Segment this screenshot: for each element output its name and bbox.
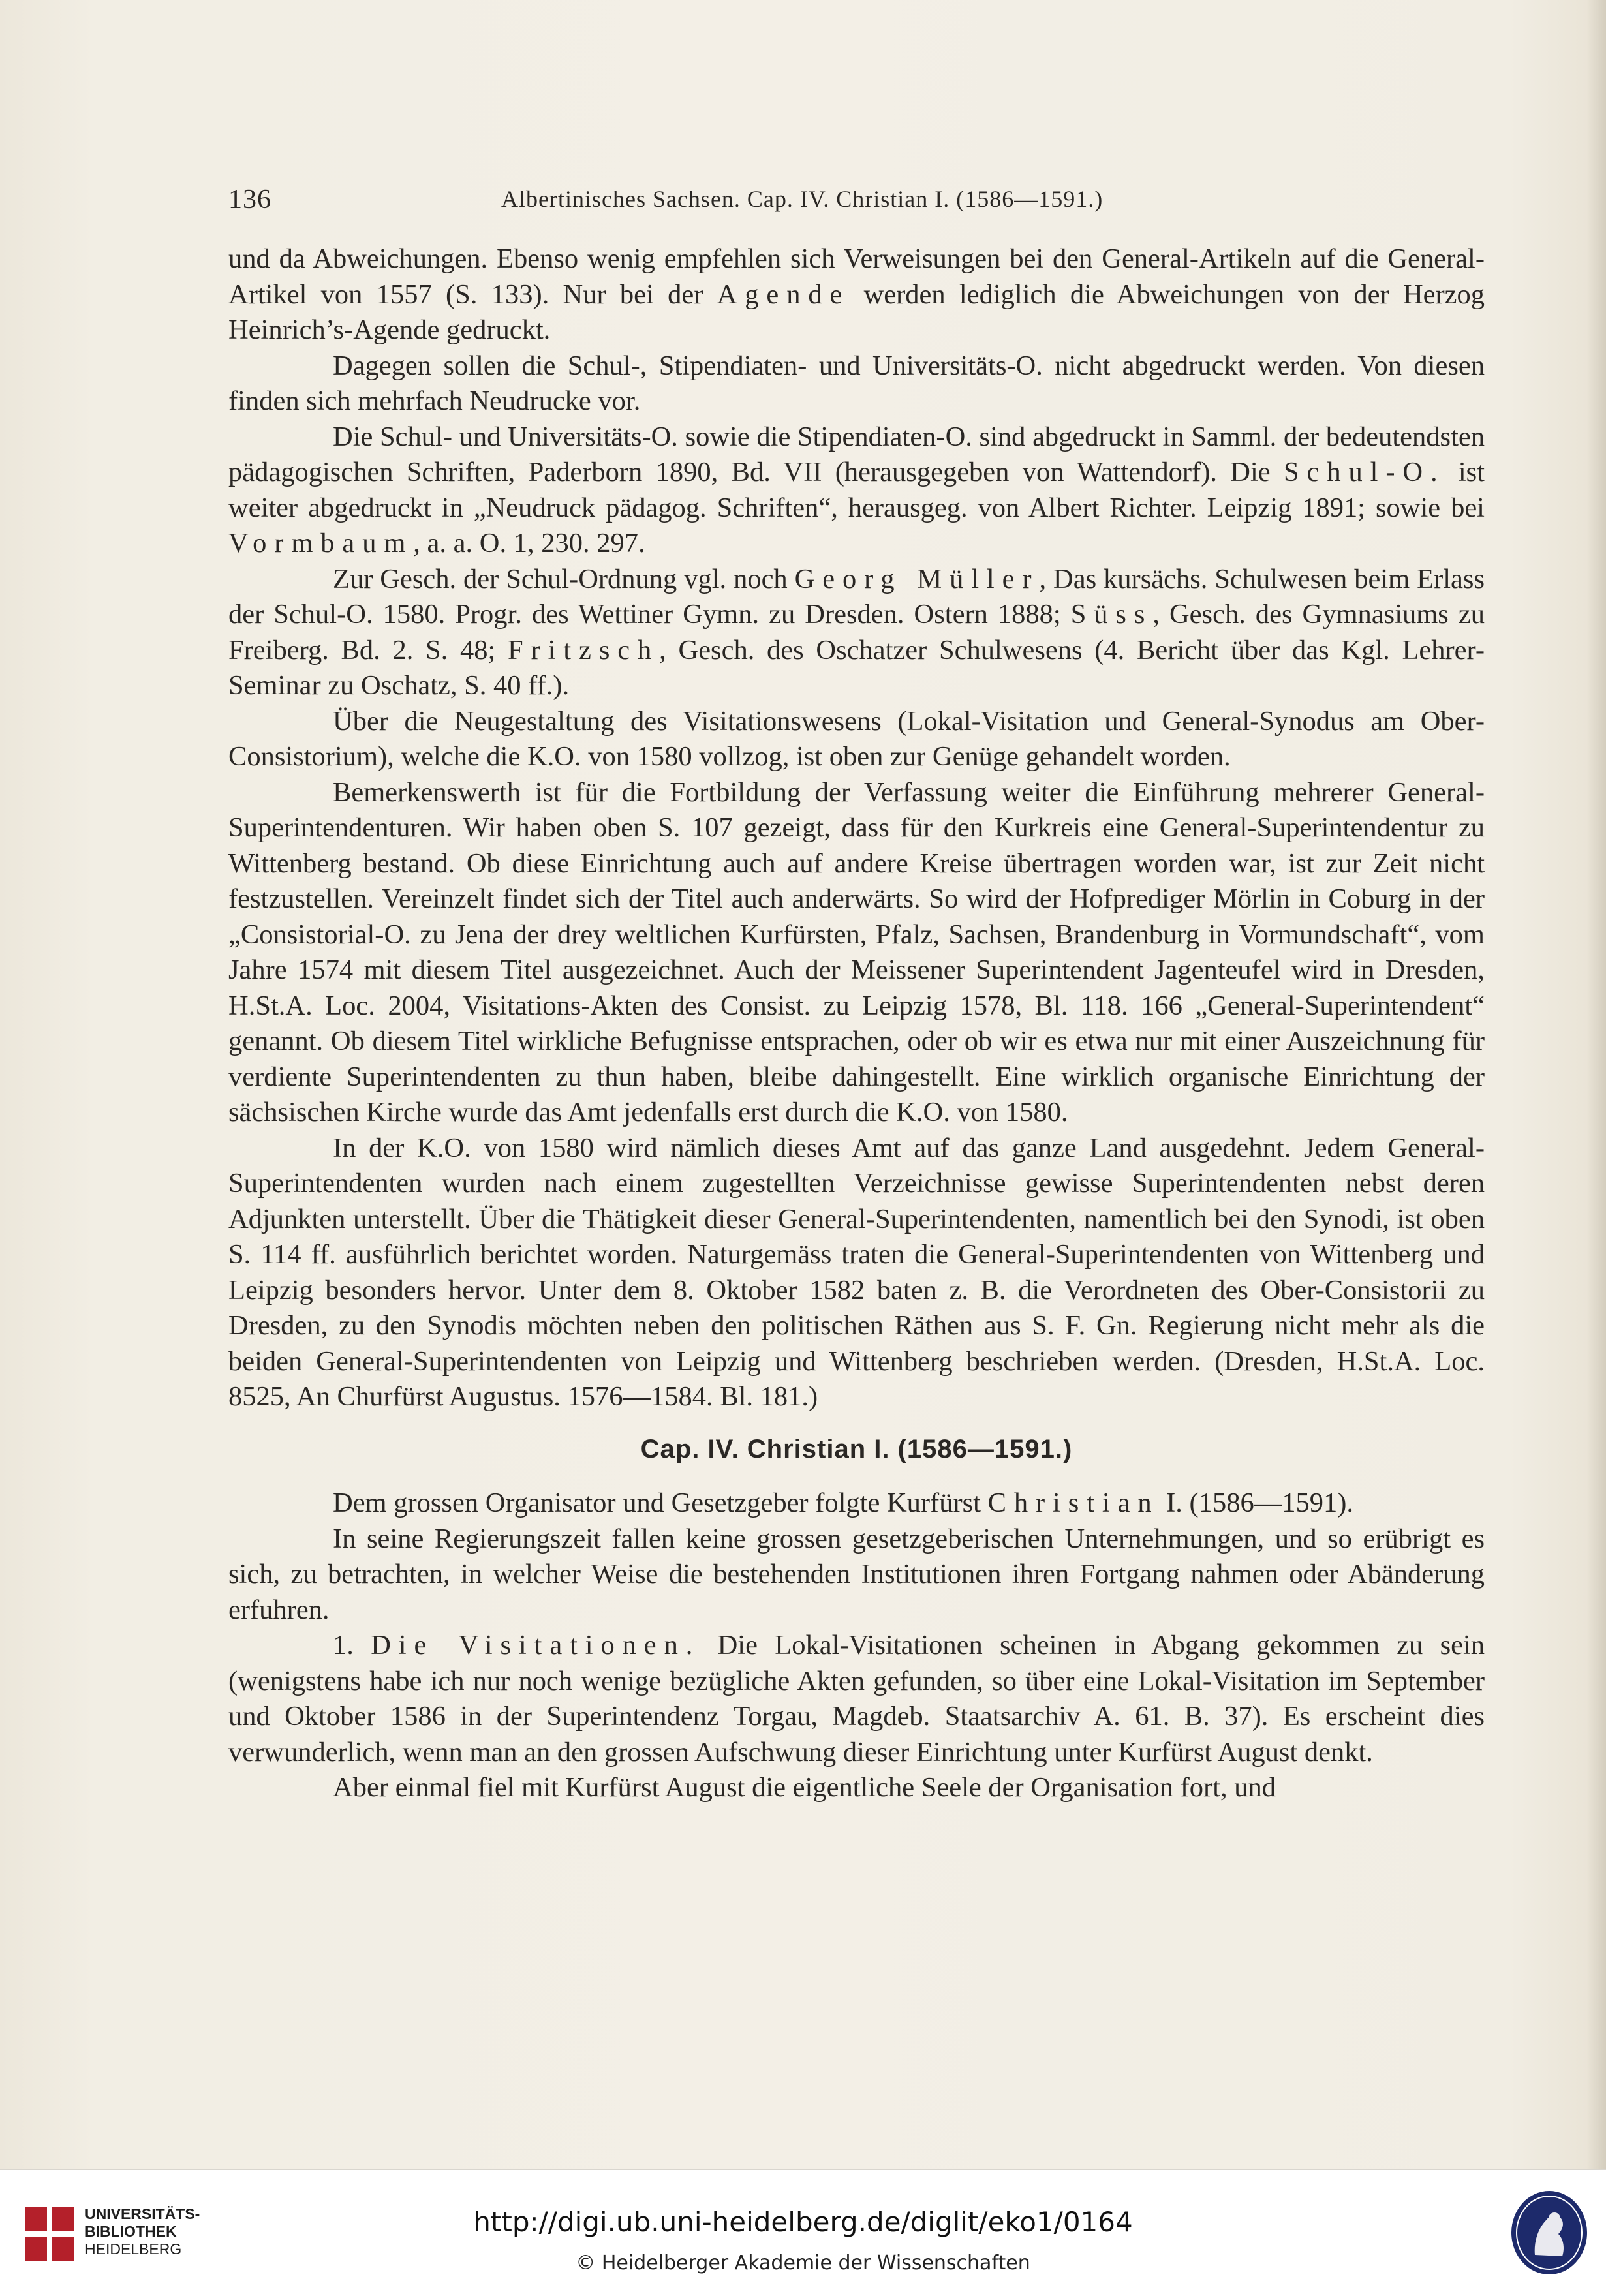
paragraph: In der K.O. von 1580 wird nämlich dieses Amt auf das ganze Land ausgedehnt. Jedem General-Superintendenten wurden nach einem zugestellten Verzeichnisse gewisse Superintendenten nebst deren Adjunkten unterstellt. Über die Thätigkeit dieser General-Superintendenten, namentlich bei den Synodi, ist oben S. 114 ff. ausführlich berichtet worden. Naturgemäss traten die General-Superintendenten von Wittenberg und Leipzig besonders hervor. Unter dem 8. Oktober 1582 baten z. B. die Verordneten des Ober-Consistorii zu Dresden, zu den Synodis möchten neben den politischen Räthen aus S. F. Gn. Regierung nicht mehr als die beiden General-Superintendenten von Leipzig und Wittenberg beschrieben werden. (Dresden, H.St.A. Loc. 8525, An Churfürst Augustus. 1576—1584. Bl. 181.) — [228, 1132, 1485, 1412]
paragraph: Zur Gesch. der Schul-Ordnung vgl. noch Georg Müller, Das kursächs. Schulwesen beim Erlass der Schul-O. 1580. Progr. des Wettiner Gymn. zu Dresden. Ostern 1888; Süss, Gesch. des Gymnasiums zu Freiberg. Bd. 2. S. 48; Fritzsch, Gesch. des Oschatzer Schulwesens (4. Bericht über das Kgl. Lehrer-Seminar zu Oschatz, S. 40 ff.). — [228, 563, 1485, 701]
paragraph: In seine Regierungszeit fallen keine grossen gesetzgeberischen Unternehmungen, und so erübrigt es sich, zu betrachten, in welcher Weise die bestehenden Institutionen ihren Fortgang nahmen oder Abänderung erfuhren. — [228, 1523, 1485, 1625]
footer-bar — [0, 2169, 1606, 2296]
chapter-heading: Cap. IV. Christian I. (1586—1591.) — [640, 1434, 1073, 1463]
academy-seal-icon — [1509, 2188, 1590, 2277]
permalink-url[interactable]: http://digi.ub.uni-heidelberg.de/diglit/eko1/0164 — [473, 2206, 1133, 2238]
copyright-notice: © Heidelberger Akademie der Wissenschaften — [576, 2252, 1030, 2274]
library-name: UNIVERSITÄTS- BIBLIOTHEK HEIDELBERG — [85, 2205, 200, 2258]
paragraph: Dem grossen Organisator und Gesetzgeber folgte Kurfürst Christian I. (1586—1591). — [333, 1488, 1353, 1518]
paragraph: 1. Die Visitationen. Die Lokal-Visitationen scheinen in Abgang gekommen zu sein (wenigstens habe ich nur noch wenige bezügliche Akten gefunden, so über eine Lokal-Visitation im September und Oktober 1586 in der Superintendenz Torgau, Magdeb. Staatsarchiv A. 61. B. 37). Es erscheint dies verwunderlich, wenn man an den grossen Aufschwung dieser Einrichtung unter Kurfürst August denkt. — [228, 1630, 1485, 1768]
paragraph: Die Schul- und Universitäts-O. sowie die Stipendiaten-O. sind abgedruckt in Samml. der bedeutendsten pädagogischen Schriften, Paderborn 1890, Bd. VII (herausgegeben von Wattendorf). Die Schul-O. ist weiter abgedruckt in „Neudruck pädagog. Schriften“, herausgeg. von Albert Richter. Leipzig 1891; sowie bei Vormbaum, a. a. O. 1, 230. 297. — [228, 421, 1485, 559]
page-number: 136 — [228, 185, 271, 215]
paragraph: Bemerkenswerth ist für die Fortbildung der Verfassung weiter die Einführung mehrerer General-Superintendenturen. Wir haben oben S. 107 gezeigt, dass für den Kurkreis eine General-Superintendentur zu Wittenberg bestand. Ob diese Einrichtung auch auf andere Kreise übertragen worden war, ist zur Zeit nicht festzustellen. Vereinzelt findet sich der Titel auch anderwärts. So wird der Hofprediger Mörlin in Coburg in der „Consistorial-O. zu Jena der drey weltlichen Kurfürsten, Pfalz, Sachsen, Brandenburg in Vormundschaft“, vom Jahre 1574 mit diesem Titel ausgezeichnet. Auch der Meissener Superintendent Jagenteufel wird in Dresden, H.St.A. Loc. 2004, Visitations-Akten des Consist. zu Leipzig 1578, Bl. 118. 166 „General-Superintendent“ genannt. Ob diesem Titel wirkliche Befugnisse entsprachen, oder ob wir es etwa nur mit einer Auszeichnung für verdiente Superintendenten zu thun haben, bleibe dahingestellt. Eine wirklich organische Einrichtung der sächsischen Kirche wurde das Amt jedenfalls erst durch die K.O. von 1580. — [228, 776, 1485, 1127]
body-text — [228, 241, 1485, 1806]
paragraph: und da Abweichungen. Ebenso wenig empfehlen sich Verweisungen bei den General-Artikeln auf die General-Artikel von 1557 (S. 133). Nur bei der Agende werden lediglich die Abweichungen von der Herzog Heinrich’s-Agende gedruckt. — [228, 243, 1485, 345]
paragraph: Aber einmal fiel mit Kurfürst August die eigentliche Seele der Organisation fort, und — [333, 1772, 1276, 1803]
running-title: Albertinisches Sachsen. Cap. IV. Christian I. (1586—1591.) — [501, 186, 1104, 212]
page-edge-shadow — [1586, 0, 1606, 2169]
paragraph: Über die Neugestaltung des Visitationswesens (Lokal-Visitation und General-Synodus am Ober-Consistorium), welche die K.O. von 1580 vollzog, ist oben zur Genüge gehandelt worden. — [228, 705, 1485, 772]
running-head — [228, 181, 1481, 221]
paragraph: Dagegen sollen die Schul-, Stipendiaten- und Universitäts-O. nicht abgedruckt werden. Von diesen finden sich mehrfach Neudrucke vor. — [228, 350, 1485, 416]
